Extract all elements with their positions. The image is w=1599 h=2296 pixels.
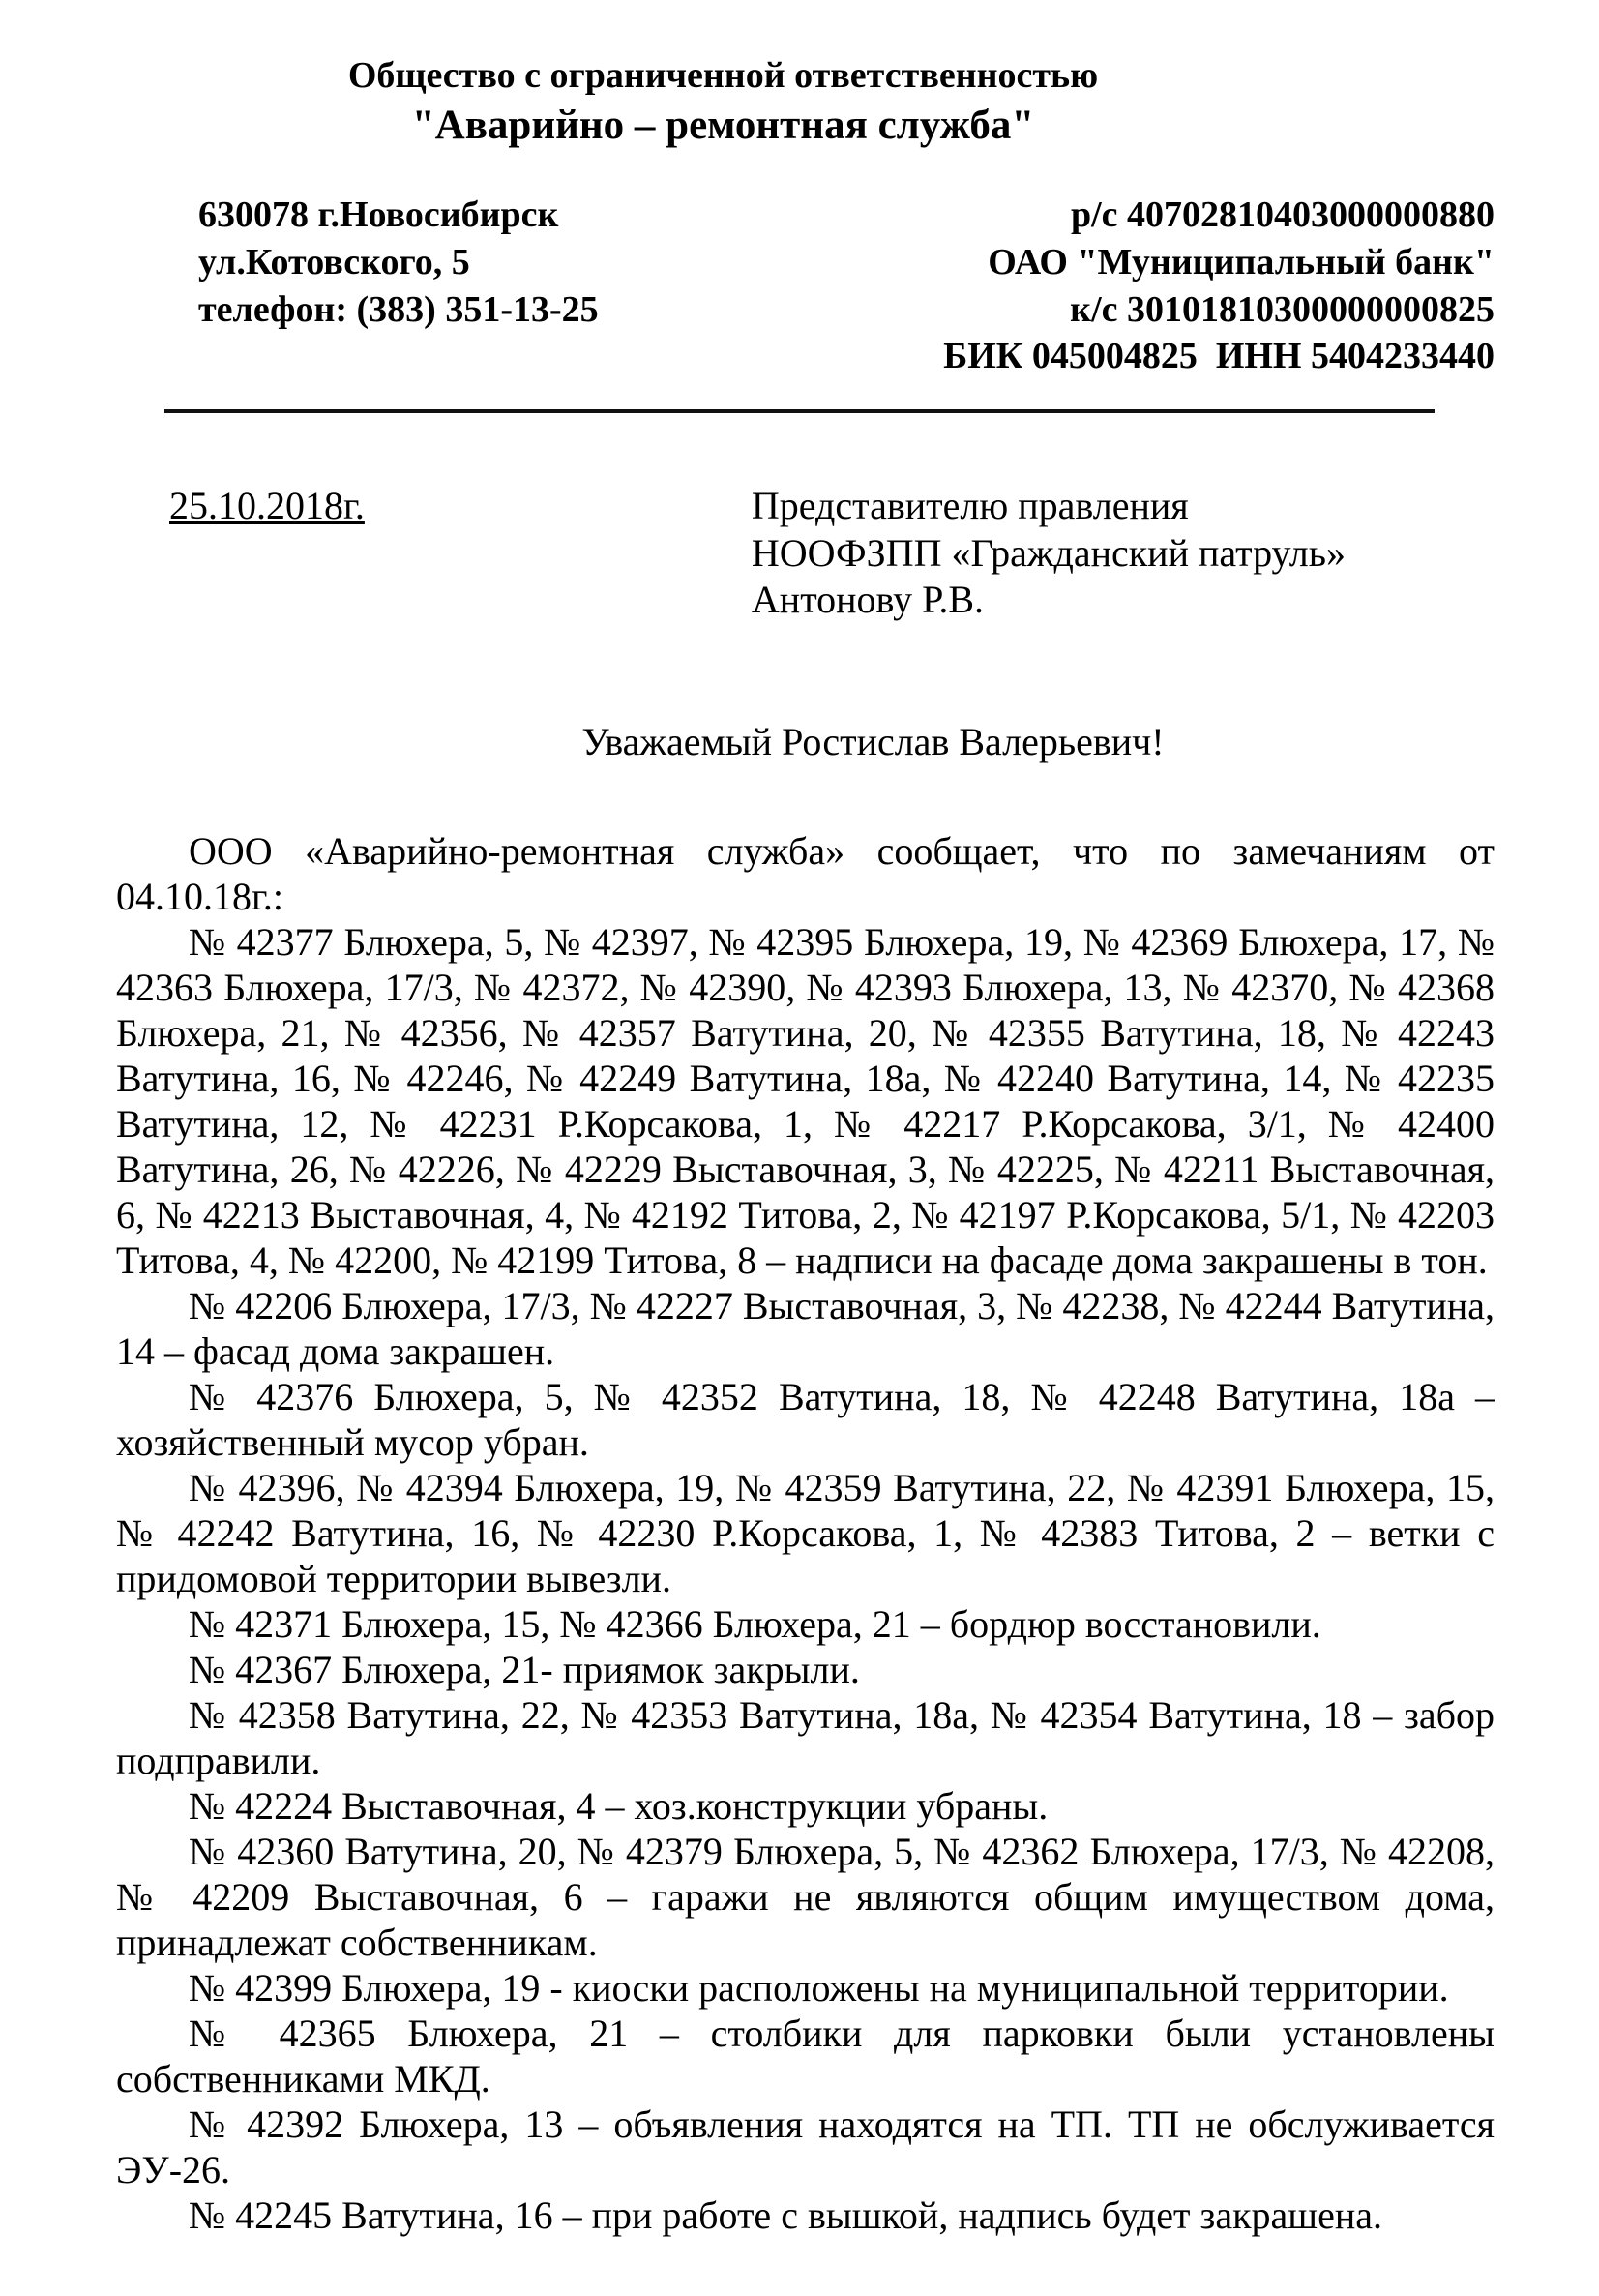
org-type-line: Общество с ограниченной ответственностью — [347, 55, 1099, 96]
body-paragraph: № 42358 Ватутина, 22, № 42353 Ватутина, 18а, № 42354 Ватутина, 18 – забор подправили. — [116, 1693, 1495, 1783]
addressee-line-organization: НООФЗПП «Гражданский патруль» — [751, 530, 1346, 575]
address-line-phone: телефон: (383) 351-13-25 — [198, 288, 599, 330]
address-block — [198, 192, 599, 380]
body-paragraph: № 42360 Ватутина, 20, № 42379 Блюхера, 5, № 42362 Блюхера, 17/3, № 42208, № 42209 Выставочная, 6 – гаражи не являются общим имуществом дома, принадлежат собственникам. — [116, 1830, 1495, 1965]
letter-meta-row — [116, 483, 1495, 624]
bank-details-block — [943, 192, 1495, 380]
addressee-block — [752, 483, 1346, 624]
body-paragraph: № 42377 Блюхера, 5, № 42397, № 42395 Блюхера, 19, № 42369 Блюхера, 17, № 42363 Блюхера, 17/3, № 42372, № 42390, № 42393 Блюхера, 13, № 42370, № 42368 Блюхера, 21, № 42356, № 42357 Ватутина, 20, № 42355 Ватутина, 18, № 42243 Ватутина, 16, № 42246, № 42249 Ватутина, 18а, № 42240 Ватутина, 14, № 42235 Ватутина, 12, № 42231 Р.Корсакова, 1, № 42217 Р.Корсакова, 3/1, № 42400 Ватутина, 26, № 42226, № 42229 Выставочная, 3, № 42225, № 42211 Выставочная, 6, № 42213 Выставочная, 4, № 42192 Титова, 2, № 42197 Р.Корсакова, 5/1, № 42203 Титова, 4, № 42200, № 42199 Титова, 8 – надписи на фасаде дома закрашены в тон. — [116, 920, 1495, 1283]
bank-line-bank-name: ОАО "Муниципальный банк" — [988, 241, 1495, 283]
letter-date: 25.10.2018г. — [169, 483, 365, 527]
letterhead — [116, 53, 1495, 413]
bank-line-bik-inn: БИК 045004825 ИНН 5404233440 — [943, 336, 1495, 377]
body-paragraph: № 42399 Блюхера, 19 - киоски расположены на муниципальной территории. — [189, 1966, 1449, 2011]
letterhead-divider — [164, 409, 1435, 413]
org-name-line: "Аварийно – ремонтная служба" — [411, 102, 1035, 148]
body-paragraph: № 42376 Блюхера, 5, № 42352 Ватутина, 18, № 42248 Ватутина, 18а – хозяйственный мусор убран. — [116, 1375, 1495, 1465]
body-paragraph: № 42392 Блюхера, 13 – объявления находятся на ТП. ТП не обслуживается ЭУ-26. — [116, 2102, 1495, 2192]
body-paragraph: № 42206 Блюхера, 17/3, № 42227 Выставочная, 3, № 42238, № 42244 Ватутина, 14 – фасад дома закрашен. — [116, 1284, 1495, 1374]
addressee-line-person: Антонову Р.В. — [751, 578, 985, 622]
body-paragraph: № 42245 Ватутина, 16 – при работе с вышкой, надпись будет закрашена. — [189, 2193, 1382, 2238]
body-paragraph: № 42367 Блюхера, 21- приямок закрыли. — [189, 1648, 860, 1692]
body-paragraph: № 42371 Блюхера, 15, № 42366 Блюхера, 21 – бордюр восстановили. — [189, 1602, 1321, 1647]
body-paragraph-intro: ООО «Аварийно-ремонтная служба» сообщает, что по замечаниям от 04.10.18г.: — [116, 829, 1495, 919]
letter-body — [116, 828, 1495, 2238]
bank-line-settlement-account: р/с 40702810403000000880 — [1070, 194, 1495, 236]
body-paragraph: № 42365 Блюхера, 21 – столбики для парковки были установлены собственниками МКД. — [116, 2012, 1495, 2102]
body-paragraph: № 42224 Выставочная, 4 – хоз.конструкции убраны. — [189, 1784, 1049, 1829]
salutation: Уважаемый Ростислав Валерьевич! — [581, 720, 1165, 764]
address-line-city: 630078 г.Новосибирск — [198, 194, 559, 236]
body-paragraph: № 42396, № 42394 Блюхера, 19, № 42359 Ватутина, 22, № 42391 Блюхера, 15, № 42242 Ватутина, 16, № 42230 Р.Корсакова, 1, № 42383 Титова, 2 – ветки с придомовой территории вывезли. — [116, 1466, 1495, 1601]
addressee-line-position: Представителю правления — [751, 483, 1189, 527]
contact-row — [116, 192, 1495, 380]
address-line-street: ул.Котовского, 5 — [198, 241, 470, 283]
letterhead-titles — [116, 53, 1495, 151]
bank-line-correspondent-account: к/с 30101810300000000825 — [1070, 288, 1495, 330]
